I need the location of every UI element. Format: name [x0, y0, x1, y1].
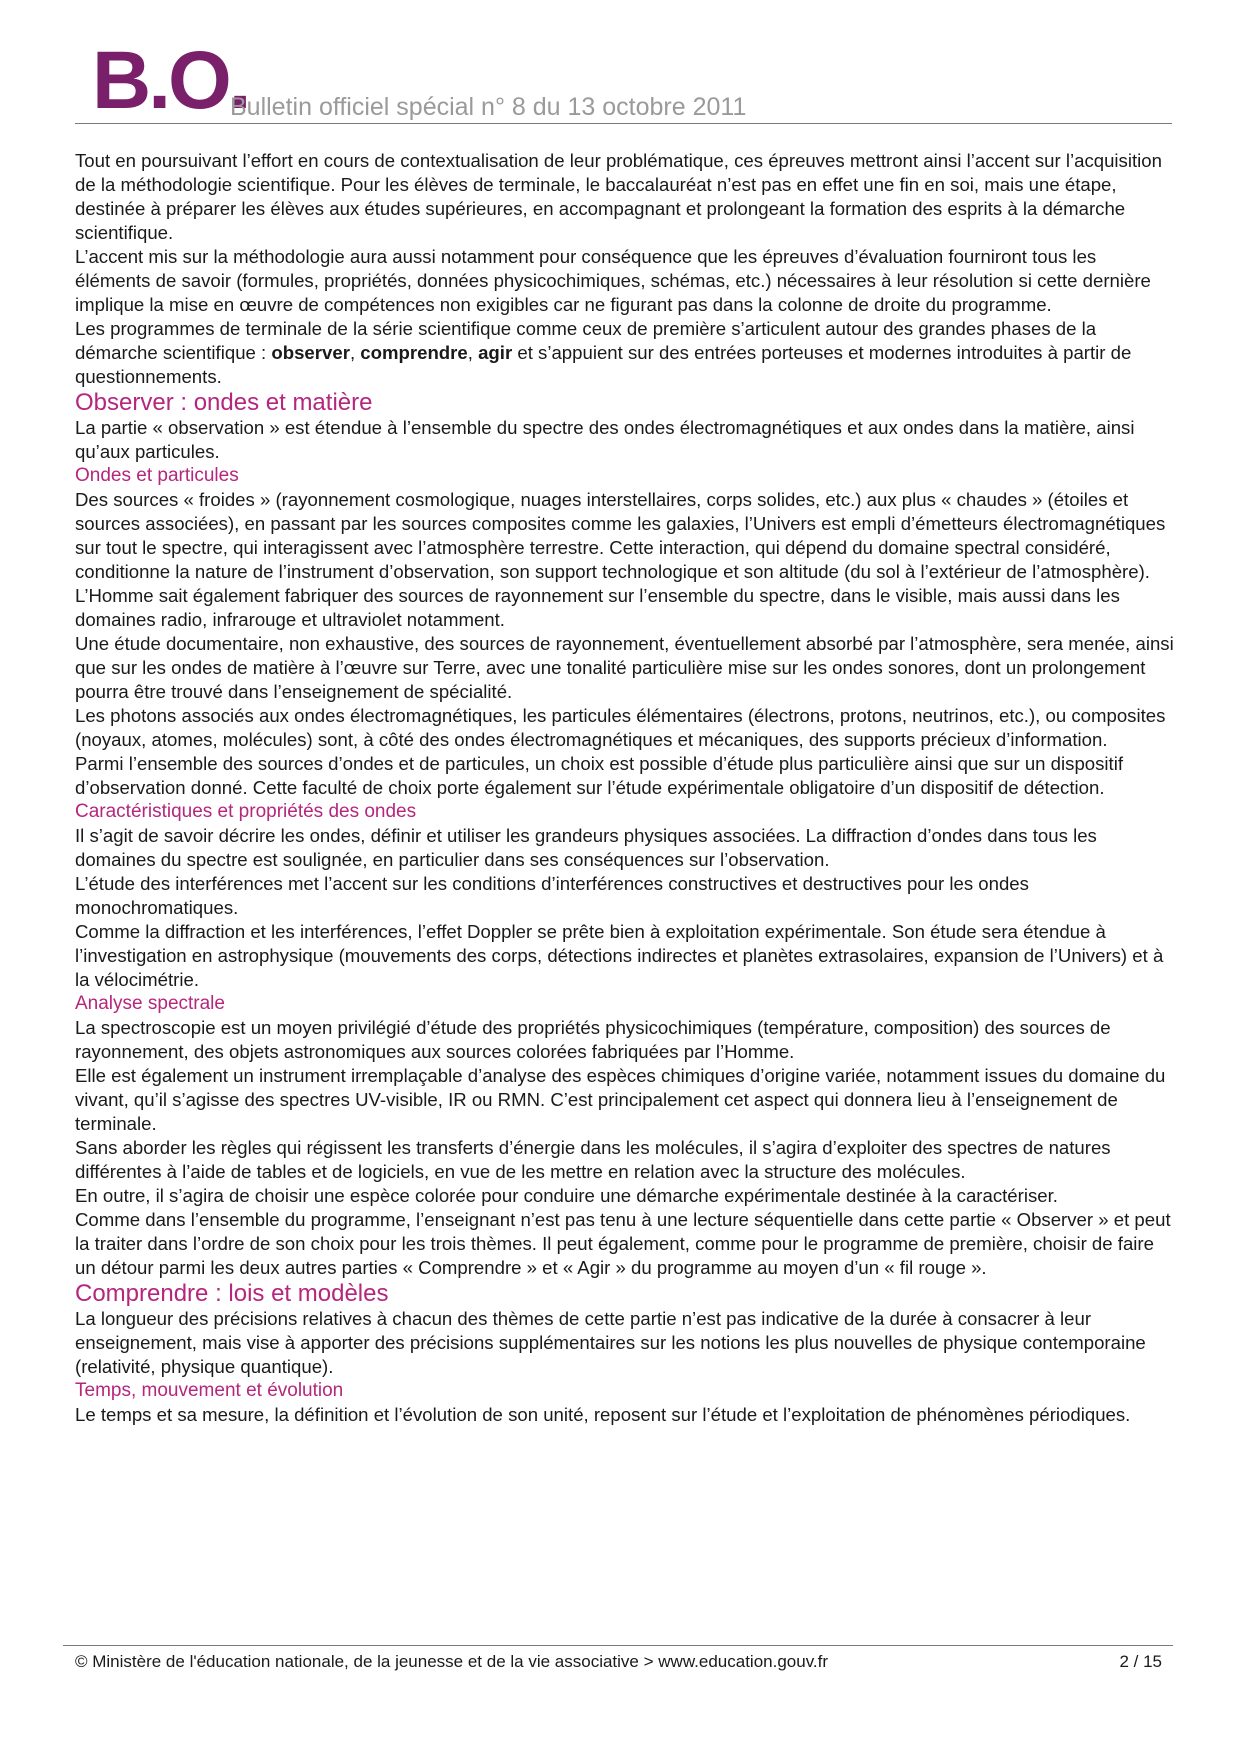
section-heading-observer: Observer : ondes et matière [75, 389, 373, 416]
paragraph: La spectroscopie est un moyen privilégié d’étude des propriétés physicochimiques (température, composition) des sources de rayonnement, des objets astronomiques aux sources colorées fabriquées par l’Homme. [75, 1017, 1111, 1062]
keyword-comprendre: comprendre [360, 342, 468, 363]
paragraph: Il s’agit de savoir décrire les ondes, définir et utiliser les grandeurs physiques associées. La diffraction d’ondes dans tous les domaines du spectre est soulignée, en particulier dans ses conséquences sur l’observation. [75, 825, 1097, 870]
subsection-heading-ondes-particules: Ondes et particules [75, 465, 239, 486]
page-number: 2 / 15 [1119, 1652, 1162, 1671]
paragraph: La longueur des précisions relatives à chacun des thèmes de cette partie n’est pas indicative de la durée à consacrer à leur enseignement, mais vise à apporter des précisions supplémentaires sur les notions les plus nouvelles de physique contemporaine (relativité, physique quantique). [75, 1308, 1146, 1377]
paragraph: Tout en poursuivant l’effort en cours de contextualisation de leur problématique, ces épreuves mettront ainsi l’accent sur l’acquisition de la méthodologie scientifique. Pour les élèves de terminale, le baccalauréat n’est pas en effet une fin en soi, mais une étape, destinée à préparer les élèves aux études supérieures, en accompagnant et prolongeant la formation des esprits à la démarche scientifique. [75, 150, 1162, 243]
document-body [75, 149, 1175, 1427]
paragraph: Comme la diffraction et les interférences, l’effet Doppler se prête bien à exploitation expérimentale. Son étude sera étendue à l’investigation en astrophysique (mouvements des corps, détections indirectes et planètes extrasolaires, expansion de l’Univers) et à la vélocimétrie. [75, 921, 1164, 990]
subsection-heading-caracteristiques: Caractéristiques et propriétés des ondes [75, 801, 417, 822]
bulletin-title: Bulletin officiel spécial n° 8 du 13 octobre 2011 [230, 93, 747, 121]
text: et s’appuient sur des entrées porteuses et modernes introduites à partir de questionnements. [75, 342, 1132, 387]
paragraph: L’Homme sait également fabriquer des sources de rayonnement sur l’ensemble du spectre, dans le visible, mais aussi dans les domaines radio, infrarouge et ultraviolet notamment. [75, 585, 1120, 630]
paragraph: Parmi l’ensemble des sources d’ondes et de particules, un choix est possible d’étude plus particulière ainsi que sur un dispositif d’observation donné. Cette faculté de choix porte également sur l’étude expérimentale obligatoire d’un dispositif de détection. [75, 753, 1124, 798]
paragraph: L’étude des interférences met l’accent sur les conditions d’interférences constructives et destructives pour les ondes monochromatiques. [75, 873, 1029, 918]
keyword-agir: agir [478, 342, 513, 363]
keyword-observer: observer [271, 342, 350, 363]
paragraph: Une étude documentaire, non exhaustive, des sources de rayonnement, éventuellement absorbé par l’atmosphère, sera menée, ainsi que sur les ondes de matière à l’œuvre sur Terre, avec une tonalité particulière mise sur les ondes sonores, dont un prolongement pourra être trouvé dans l’enseignement de spécialité. [75, 633, 1174, 702]
footer-copyright: © Ministère de l'éducation nationale, de la jeunesse et de la vie associative > www.education.gouv.fr [75, 1652, 829, 1671]
subsection-heading-analyse-spectrale: Analyse spectrale [75, 993, 225, 1014]
paragraph: L’accent mis sur la méthodologie aura aussi notamment pour conséquence que les épreuves d’évaluation fourniront tous les éléments de savoir (formules, propriétés, données physicochimiques, schémas, etc.) nécessaires à leur résolution si cette dernière implique la mise en œuvre de compétences non exigibles car ne figurant pas dans la colonne de droite du programme. [75, 246, 1151, 315]
paragraph: Elle est également un instrument irremplaçable d’analyse des espèces chimiques d’origine variée, notamment issues du domaine du vivant, qu’il s’agisse des spectres UV-visible, IR ou RMN. C’est principalement cet aspect qui donnera lieu à l’enseignement de terminale. [75, 1065, 1166, 1134]
paragraph: La partie « observation » est étendue à l’ensemble du spectre des ondes électromagnétiques et aux ondes dans la matière, ainsi qu’aux particules. [75, 417, 1135, 462]
bo-logo: B.O. [92, 35, 249, 126]
text: Les programmes de terminale de la série scientifique comme ceux de première s’articulent autour des grandes phases de la démarche scientifique : [75, 318, 1097, 363]
header-divider [75, 123, 1172, 124]
paragraph-phases [75, 317, 1175, 389]
footer-divider [63, 1645, 1173, 1646]
paragraph: Sans aborder les règles qui régissent les transferts d’énergie dans les molécules, il s’agira d’exploiter des spectres de natures différentes à l’aide de tables et de logiciels, en vue de les mettre en relation avec la structure des molécules. [75, 1137, 1111, 1182]
paragraph: Comme dans l’ensemble du programme, l’enseignant n’est pas tenu à une lecture séquentielle dans cette partie « Observer » et peut la traiter dans l’ordre de son choix pour les trois thèmes. Il peut également, comme pour le programme de première, choisir de faire un détour parmi les deux autres parties « Comprendre » et « Agir » du programme au moyen d’un « fil rouge ». [75, 1209, 1171, 1278]
paragraph: Les photons associés aux ondes électromagnétiques, les particules élémentaires (électrons, protons, neutrinos, etc.), ou composites (noyaux, atomes, molécules) sont, à côté des ondes électromagnétiques et mécaniques, des supports précieux d’information. [75, 705, 1166, 750]
text: , [349, 342, 361, 363]
text: , [467, 342, 479, 363]
paragraph: En outre, il s’agira de choisir une espèce colorée pour conduire une démarche expérimentale destinée à la caractériser. [75, 1185, 1058, 1206]
paragraph: Le temps et sa mesure, la définition et l’évolution de son unité, reposent sur l’étude et l’exploitation de phénomènes périodiques. [75, 1404, 1131, 1425]
section-heading-comprendre: Comprendre : lois et modèles [75, 1280, 389, 1307]
paragraph: Des sources « froides » (rayonnement cosmologique, nuages interstellaires, corps solides, etc.) aux plus « chaudes » (étoiles et sources associées), en passant par les sources composites comme les galaxies, l’Univers est empli d’émetteurs électromagnétiques sur tout le spectre, qui interagissent avec l’atmosphère terrestre. Cette interaction, qui dépend du domaine spectral considéré, conditionne la nature de l’instrument d’observation, son support technologique et son altitude (du sol à l’extérieur de l’atmosphère). [75, 489, 1166, 582]
subsection-heading-temps: Temps, mouvement et évolution [75, 1380, 344, 1401]
